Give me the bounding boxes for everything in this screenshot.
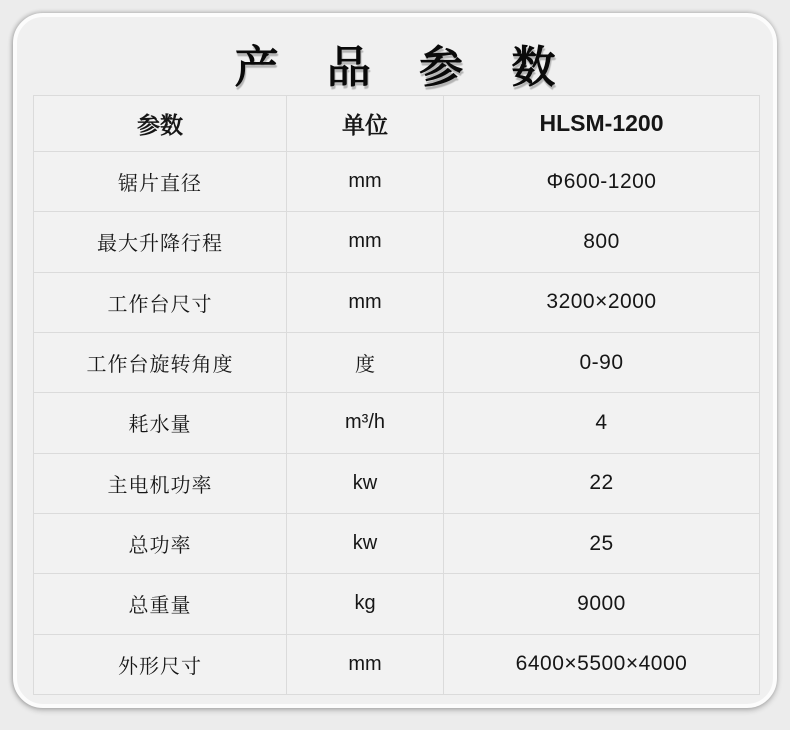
table-row [34,393,760,453]
unit-cell: m³/h [287,393,444,453]
param-cell: 外形尺寸 [34,634,287,694]
unit-cell: kg [287,574,444,634]
table-row [34,634,760,694]
unit-cell: kw [287,453,444,513]
value-cell: 3200×2000 [444,272,760,332]
table-row [34,332,760,392]
unit-cell: 度 [287,332,444,392]
table-header-row [34,96,760,152]
unit-cell: mm [287,152,444,212]
param-cell: 工作台旋转角度 [34,332,287,392]
param-cell: 主电机功率 [34,453,287,513]
unit-cell: mm [287,634,444,694]
table-row [34,513,760,573]
product-params-card [13,13,777,708]
header-unit: 单位 [287,96,444,152]
unit-cell: mm [287,212,444,272]
value-cell: 6400×5500×4000 [444,634,760,694]
params-table [33,95,760,695]
param-cell: 总功率 [34,513,287,573]
param-cell: 工作台尺寸 [34,272,287,332]
header-model: HLSM-1200 [444,96,760,152]
header-param: 参数 [34,96,287,152]
param-cell: 最大升降行程 [34,212,287,272]
table-row [34,574,760,634]
table-row [34,212,760,272]
table-row [34,453,760,513]
value-cell: 25 [444,513,760,573]
table-row [34,272,760,332]
unit-cell: mm [287,272,444,332]
value-cell: 4 [444,393,760,453]
value-cell: 800 [444,212,760,272]
value-cell: 0-90 [444,332,760,392]
value-cell: 22 [444,453,760,513]
page-title: 产 品 参 数 [234,43,574,92]
param-cell: 耗水量 [34,393,287,453]
param-cell: 总重量 [34,574,287,634]
value-cell: 9000 [444,574,760,634]
table-row [34,152,760,212]
unit-cell: kw [287,513,444,573]
value-cell: Φ600-1200 [444,152,760,212]
param-cell: 锯片直径 [34,152,287,212]
